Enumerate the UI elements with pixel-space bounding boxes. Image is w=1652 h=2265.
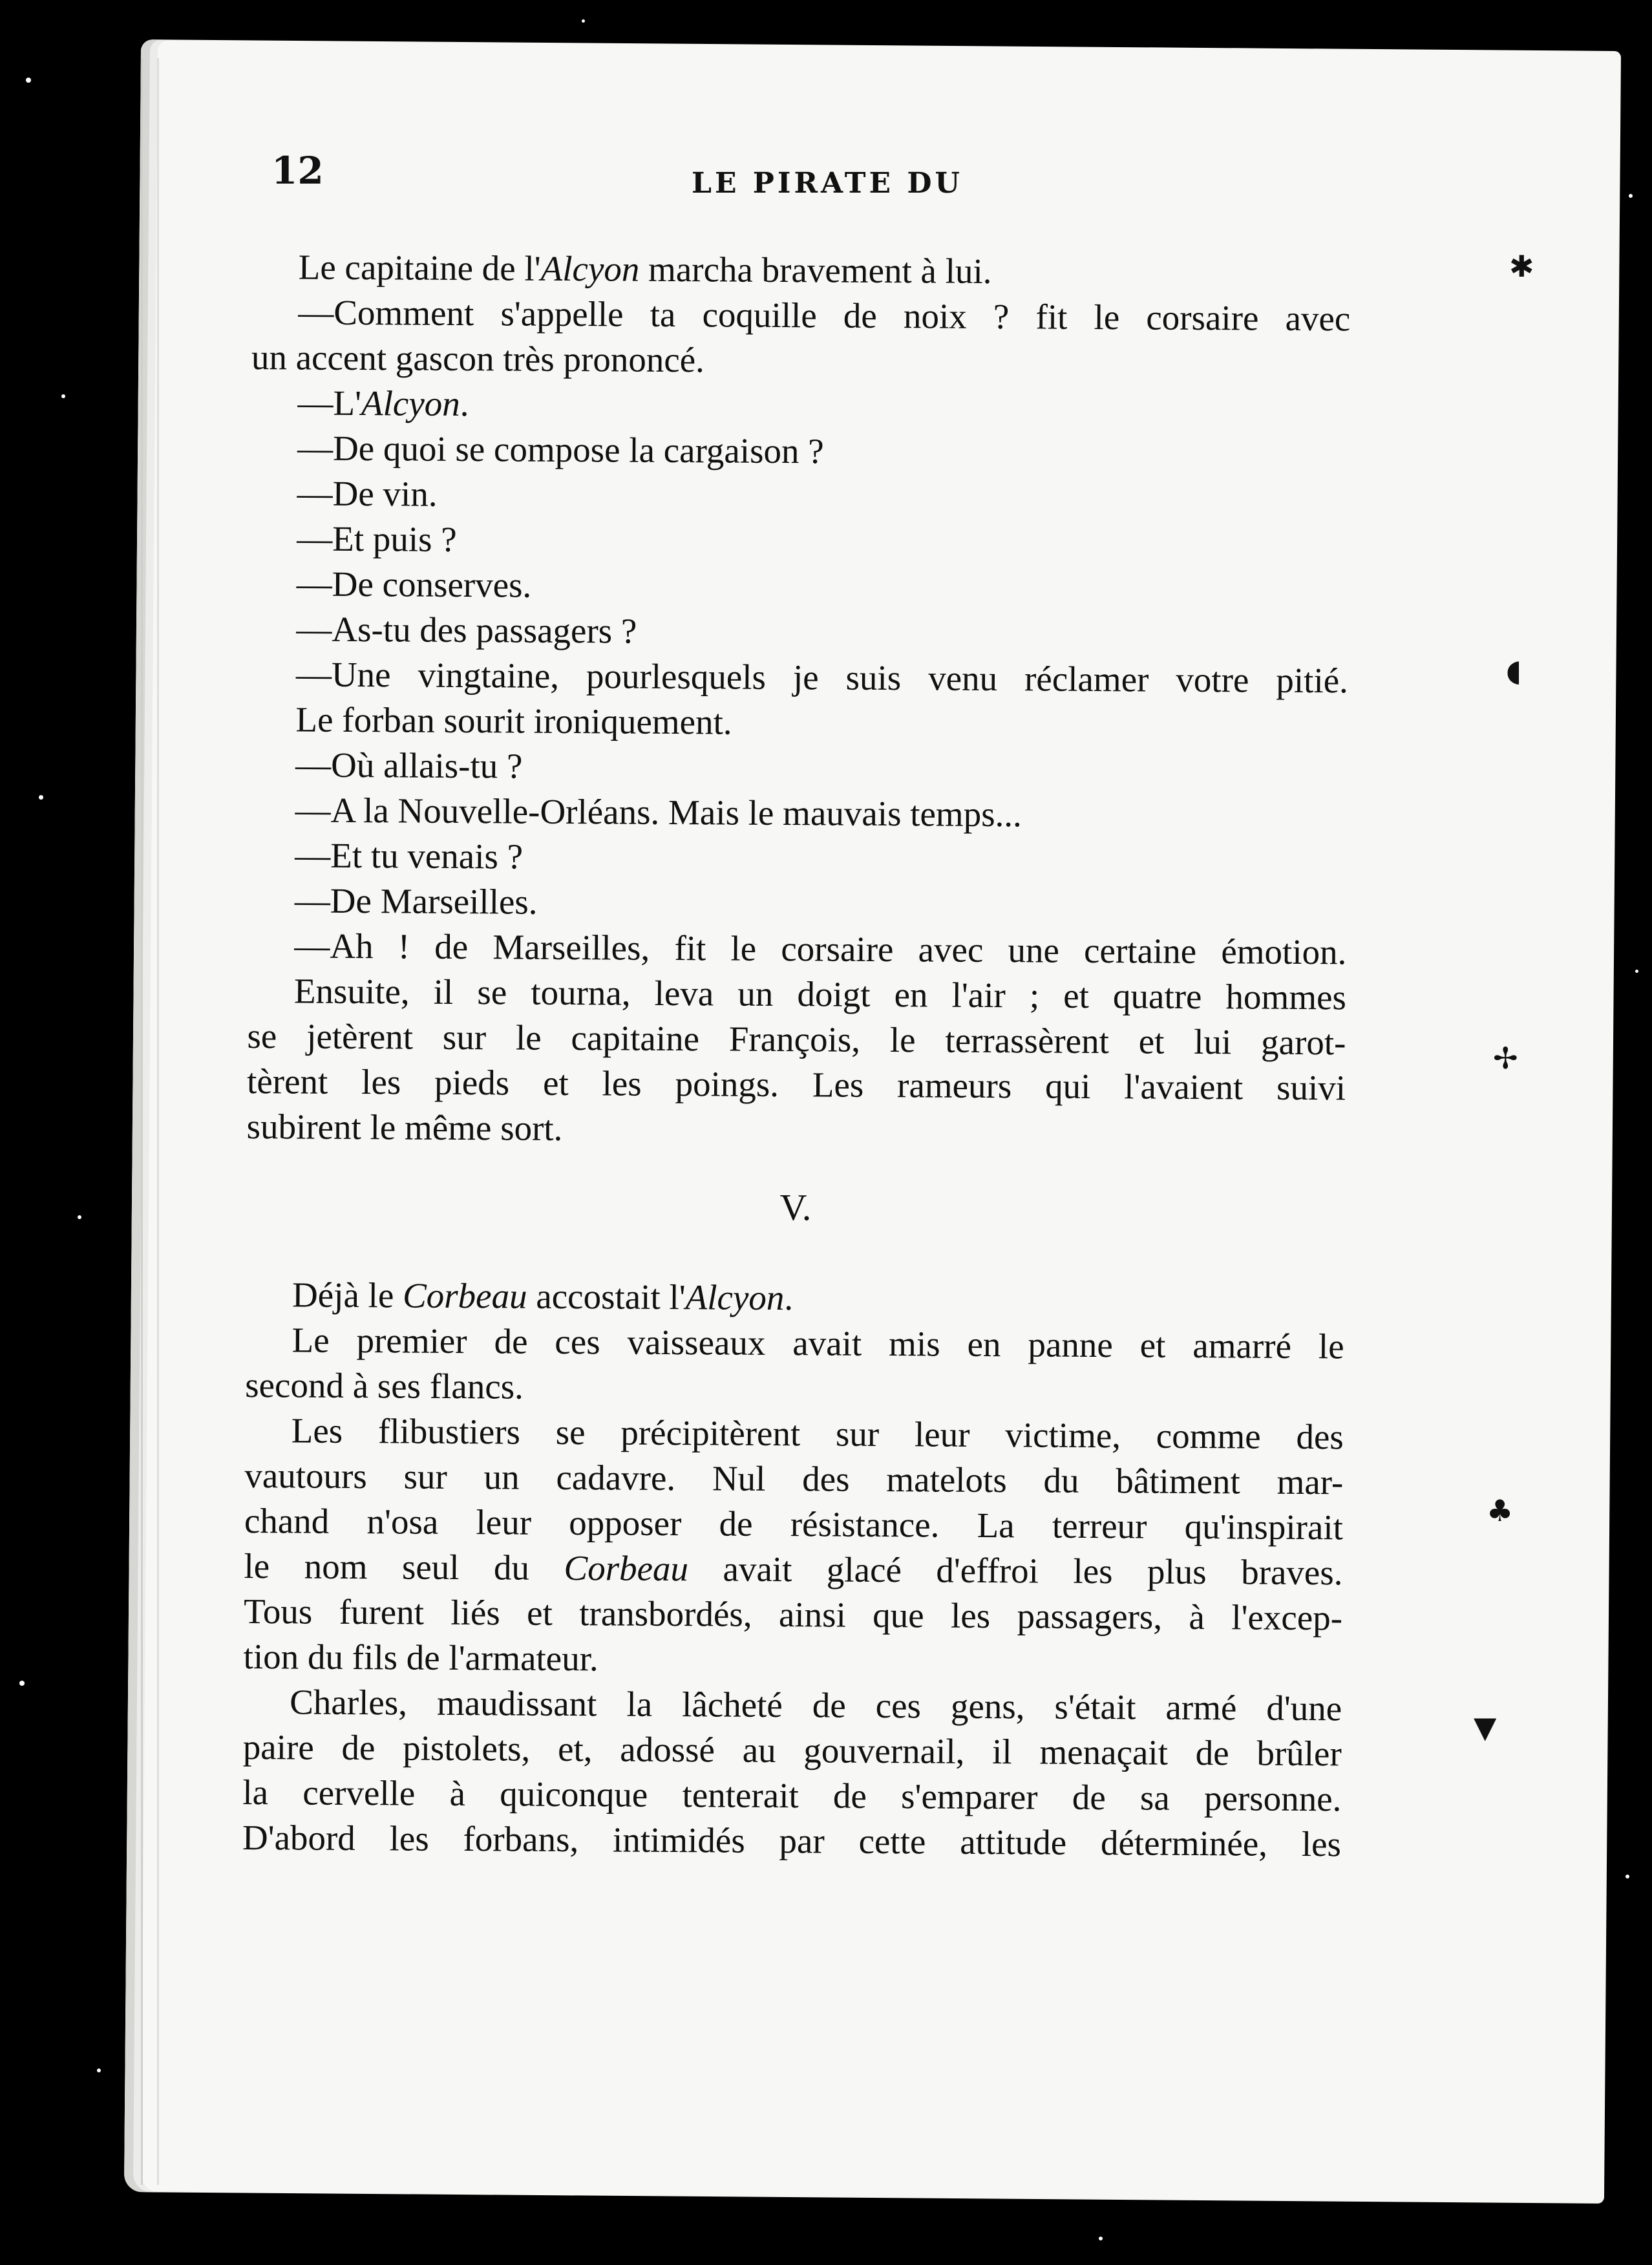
text-line: se jetèrent sur le capitaine François, le terrassèrent et lui garot- [247, 1016, 1346, 1063]
dust-speck [97, 2068, 101, 2072]
text-line: chand n'osa leur opposer de résistance. La terreur qu'inspirait [244, 1500, 1344, 1547]
text-line: Le forban sourit ironiquement. [295, 699, 732, 742]
dust-speck [582, 19, 585, 23]
text-line: —Comment s'appelle ta coquille de noix ? fit le corsaire avec [298, 292, 1351, 339]
text-line: Ensuite, il se tourna, leva un doigt en l'air ; et quatre hommes [293, 971, 1347, 1017]
text-line: paire de pistolets, et, adossé au gouvernail, il menaçait de brûler [242, 1727, 1342, 1774]
dust-speck [1635, 970, 1638, 973]
margin-mark: ◖ [1506, 653, 1522, 688]
dust-speck [19, 1681, 25, 1686]
text-line: la cervelle à quiconque tenterait de s'emparer de sa personne. [242, 1772, 1342, 1819]
text-line: —Et puis ? [297, 518, 457, 559]
margin-mark: ✢ [1493, 1041, 1518, 1076]
text-line: un accent gascon très prononcé. [251, 337, 705, 380]
text-line: tion du fils de l'armateur. [243, 1636, 598, 1679]
running-head: LE PIRATE DU [692, 167, 963, 200]
dust-speck [61, 394, 65, 398]
text-line: —A la Nouvelle-Orléans. Mais le mauvais temps... [295, 790, 1022, 835]
text-line: —As-tu des passagers ? [296, 609, 637, 651]
text-line: —Ah ! de Marseilles, fit le corsaire avec une certaine émotion. [294, 926, 1347, 972]
section-heading: V. [779, 1186, 812, 1229]
margin-mark: ♣ [1487, 1493, 1514, 1528]
text-line: —Où allais-tu ? [295, 745, 523, 786]
dust-speck [78, 1215, 81, 1219]
text-line: —De Marseilles. [294, 880, 538, 922]
margin-mark: ✱ [1509, 249, 1534, 284]
text-line: —L'Alcyon. [297, 383, 469, 424]
text-line: Le premier de ces vaisseaux avait mis en panne et amarré le [291, 1320, 1344, 1366]
text-line: —De vin. [297, 473, 438, 514]
text-line: Le capitaine de l'Alcyon marcha bravement à lui. [298, 247, 992, 291]
dust-speck [1626, 1875, 1629, 1878]
dust-speck [26, 78, 31, 83]
text-line: —Et tu venais ? [295, 835, 524, 877]
text-line: Charles, maudissant la lâcheté de ces gens, s'était armé d'une [290, 1682, 1342, 1728]
text-line: Tous furent liés et transbordés, ainsi que les passagers, à l'excep- [243, 1591, 1343, 1638]
dust-speck [39, 795, 43, 800]
text-line: second à ses flancs. [245, 1365, 524, 1407]
page-stack-edge [141, 58, 159, 2185]
body-text [242, 244, 1351, 1867]
text-line: le nom seul du Corbeau avait glacé d'effroi les plus braves. [244, 1546, 1343, 1593]
text-line: —De quoi se compose la cargaison ? [297, 428, 824, 471]
text-line: —Une vingtaine, pourlesquels je suis venu réclamer votre pitié. [295, 654, 1349, 701]
margin-mark: ▼ [1474, 1710, 1497, 1745]
text-line: Déjà le Corbeau accostait l'Alcyon. [291, 1275, 794, 1318]
text-line: subirent le même sort. [246, 1106, 563, 1148]
text-line: tèrent les pieds et les poings. Les rameurs qui l'avaient suivi [246, 1061, 1346, 1108]
text-line: Les flibustiers se précipitèrent sur leur victime, comme des [291, 1410, 1344, 1457]
dust-speck [1099, 2237, 1103, 2240]
text-line: D'abord les forbans, intimidés par cette attitude déterminée, les [242, 1817, 1342, 1864]
dust-speck [1629, 194, 1633, 198]
text-line: vautours sur un cadavre. Nul des matelots du bâtiment mar- [244, 1455, 1344, 1502]
page-number: 12 [271, 149, 324, 193]
text-line: —De conserves. [296, 564, 532, 605]
